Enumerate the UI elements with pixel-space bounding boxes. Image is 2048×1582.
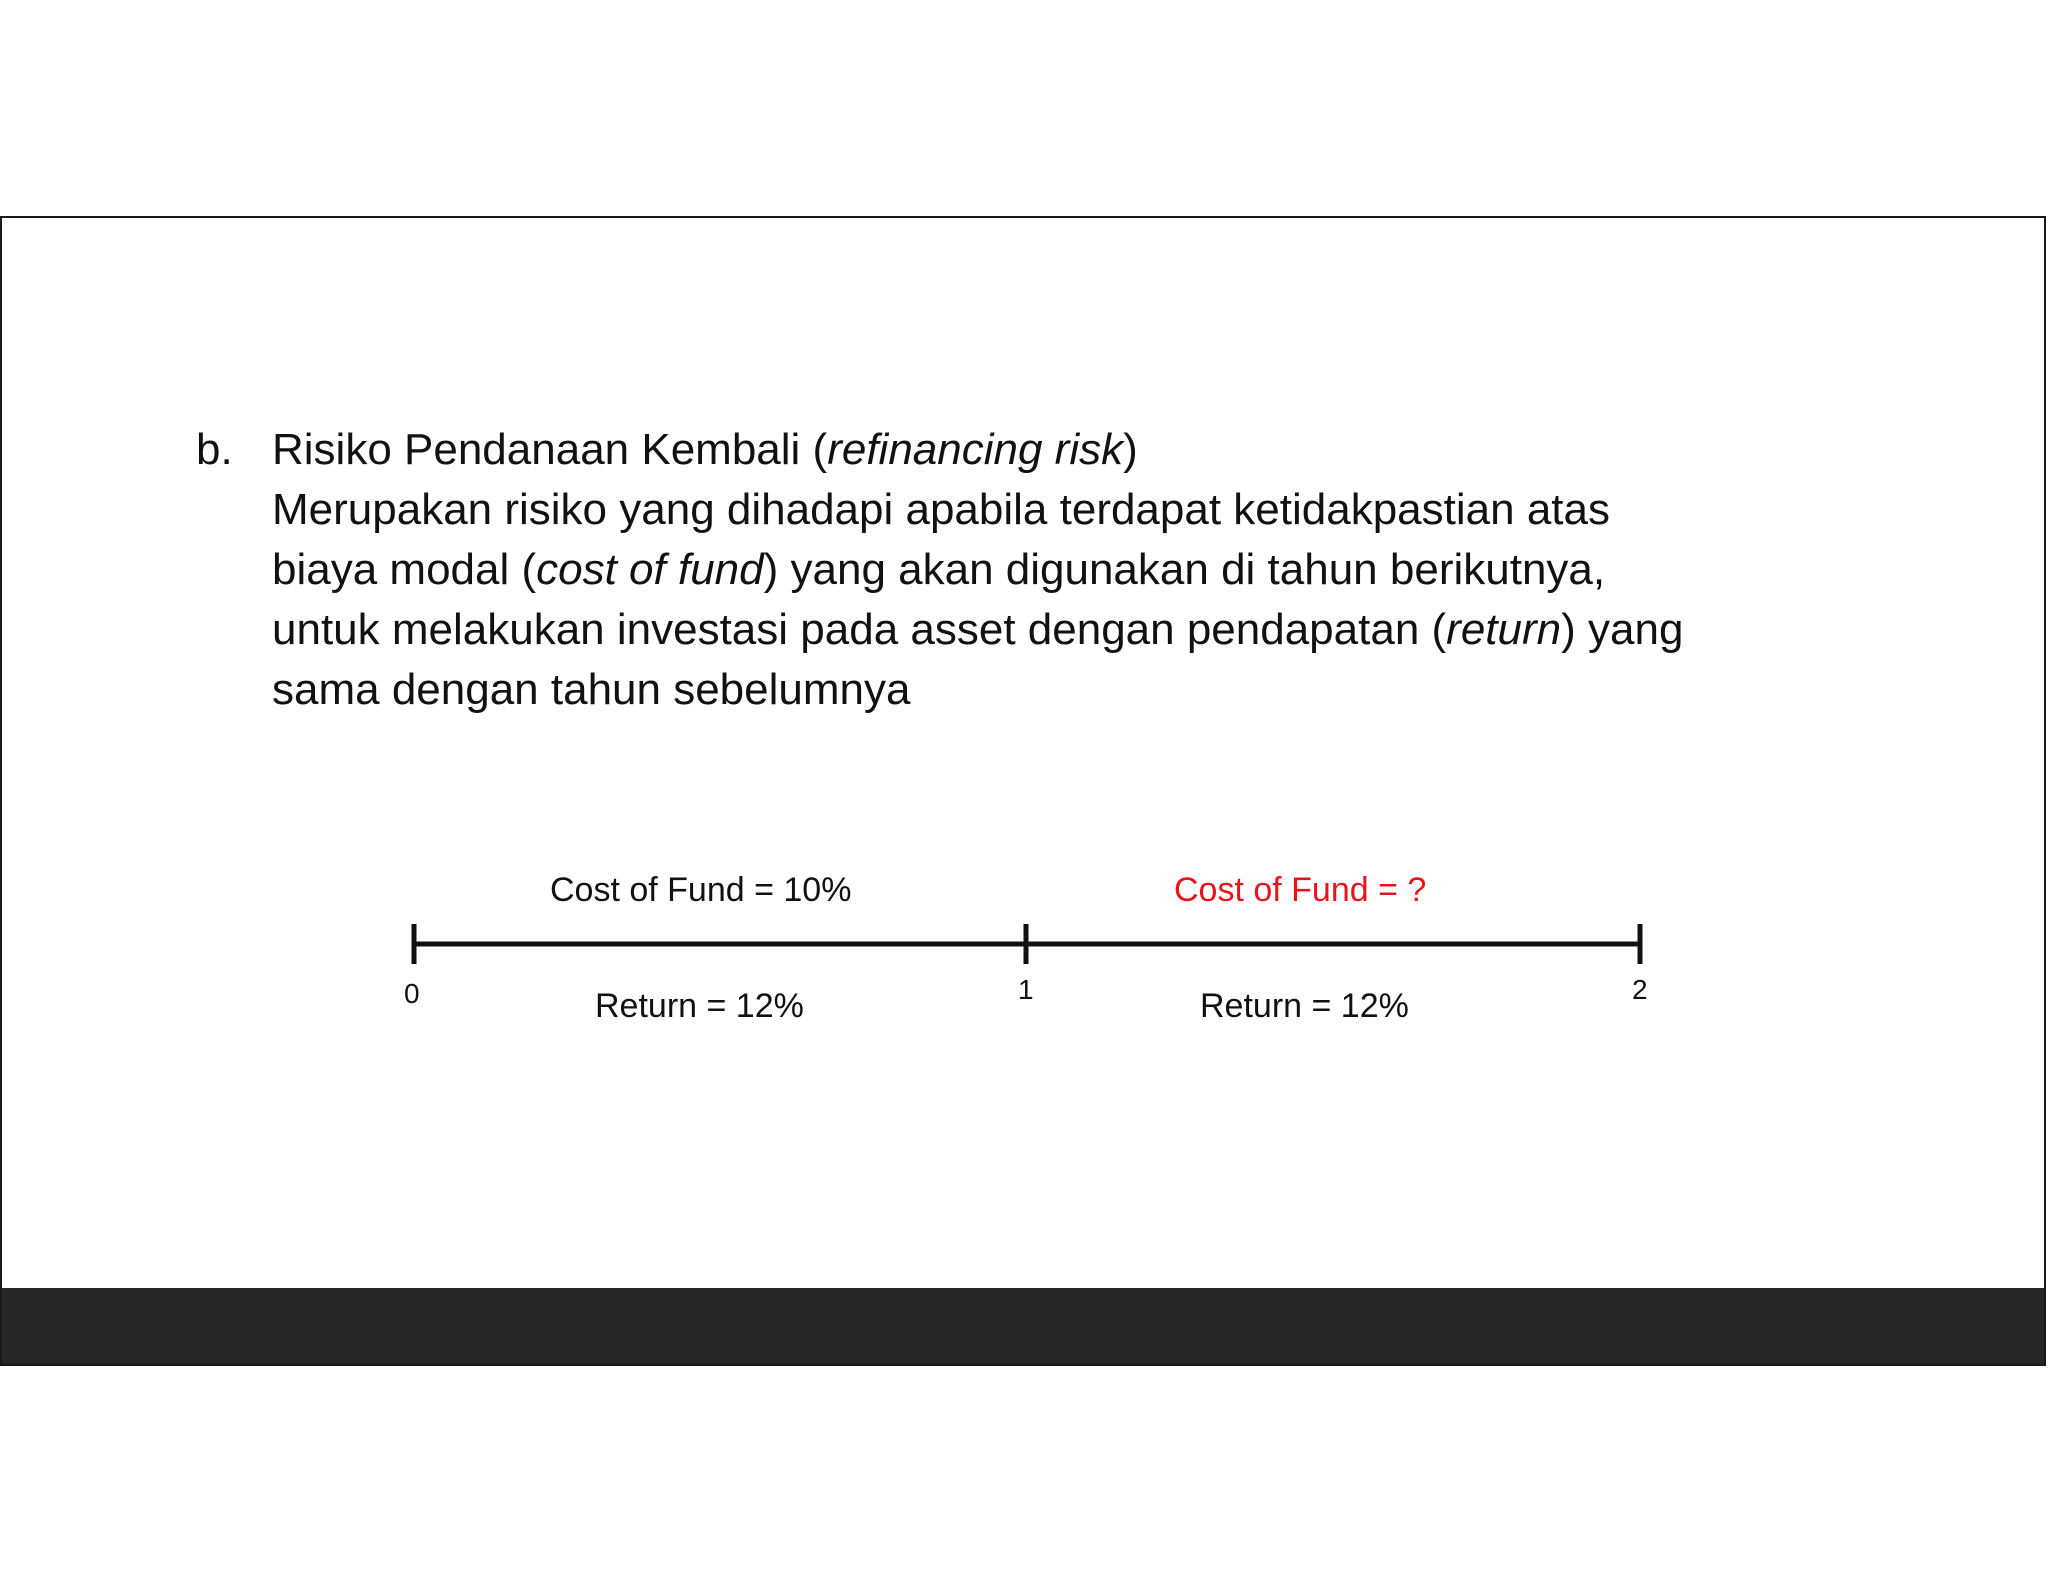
tick-label-0: 0 xyxy=(404,978,420,1009)
tick-label-2: 2 xyxy=(1632,974,1648,1005)
timeline-diagram xyxy=(2,218,2046,1366)
section-title: Risiko Pendanaan Kembali (refinancing risk) xyxy=(272,425,1138,474)
tick-label-1: 1 xyxy=(1018,974,1034,1005)
footer-bar xyxy=(2,1288,2044,1364)
slide xyxy=(0,216,2046,1366)
paragraph-line-1: Merupakan risiko yang dihadapi apabila terdapat ketidakpastian atas xyxy=(272,485,1610,534)
period-1-return: Return = 12% xyxy=(595,987,804,1025)
list-marker: b. xyxy=(196,425,233,474)
period-2-cost-of-fund: Cost of Fund = ? xyxy=(1174,871,1427,909)
slide-content xyxy=(2,218,2044,1364)
paragraph-line-2: biaya modal (cost of fund) yang akan digunakan di tahun berikutnya, xyxy=(272,545,1606,594)
paragraph-line-3: untuk melakukan investasi pada asset dengan pendapatan (return) yang xyxy=(272,605,1684,654)
period-1-cost-of-fund: Cost of Fund = 10% xyxy=(550,871,852,909)
period-2-return: Return = 12% xyxy=(1200,987,1409,1025)
paragraph-line-4: sama dengan tahun sebelumnya xyxy=(272,665,911,714)
